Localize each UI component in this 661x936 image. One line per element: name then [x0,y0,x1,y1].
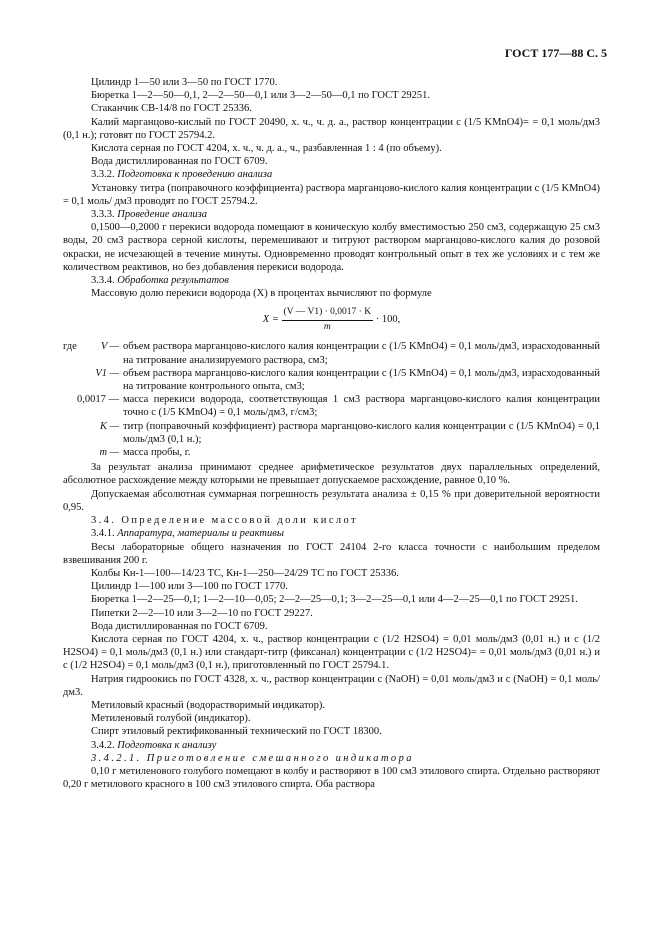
text-line: Метиловый красный (водорастворимый индикатор). [91,699,326,711]
text-paragraph: Установку титра (поправочного коэффициента) раствора марганцово-кислого калия концентрации c (1/5 KMnO4) = 0,1 моль/ дм3 проводят по ГОСТ 25794.2. [63,182,600,207]
text-line: Цилиндр 1—100 или 3—100 по ГОСТ 1770. [91,581,288,593]
text-line: Вода дистиллированная по ГОСТ 6709. [91,156,268,168]
section-number: 3.4.1. [91,528,115,540]
definition-row [63,393,600,419]
text-line: Пипетки 2—2—10 или 3—2—10 по ГОСТ 29227. [91,607,313,619]
formula-numerator: (V — V1) · 0,0017 · K [282,306,374,320]
formula-tail: · 100, [375,314,401,326]
text-line: Стаканчик СВ-14/8 по ГОСТ 25336. [91,103,252,115]
section-heading-3-4: 3.4. Определение массовой доли кислот [91,515,359,527]
text-line: Бюретка 1—2—50—0,1, 2—2—50—0,1 или 3—2—50—0,1 по ГОСТ 29251. [91,90,431,102]
definition-text: масса перекиси водорода, соответствующая 1 см3 раствора марганцово-кислого калия концентрации точно c (1/5 KMnO4) = 0,1 моль/дм3, г/см3; [123,394,600,419]
definition-symbol: V — [100,341,119,353]
formula-denominator: m [323,321,331,332]
formula [63,306,600,332]
definition-symbol: K — [100,420,119,432]
text-line: Метиленовый голубой (индикатор). [91,713,251,725]
text-paragraph: За результат анализа принимают среднее арифметическое результатов двух параллельных определений, абсолютное расхождение между которыми не превышает допускаемое расхождение, равное 0,10 %. [63,462,600,487]
definition-symbol: m — [99,447,119,459]
section-heading-3-4-2 [63,739,600,752]
text-paragraph: Кислота серная по ГОСТ 4204, х. ч., раствор концентрации c (1/2 H2SO4) = 0,01 моль/дм3 (0,01 н.) и c (1/2 H2SO4) = 0,1 моль/дм3 (0,1 н.) или стандарт-титр (фиксанал) концентрации c (1/2 H2SO4)= = 0,01 моль/дм3 (0,01 н.) и c (1/2 H2SO4) = 0,1 моль/дм3 (0,1 н.), приготовленный по ГОСТ 25794.1. [63,633,600,672]
definition-row [63,367,600,393]
definition-row [63,446,600,459]
section-heading-3-3-4 [63,274,600,287]
text-line: Массовую долю перекиси водорода (X) в процентах вычисляют по формуле [91,288,432,300]
section-number: 3.3.4. [91,275,115,287]
text-paragraph: Допускаемая абсолютная суммарная погрешность результата анализа ± 0,15 % при доверительной вероятности 0,95. [63,488,600,513]
text-paragraph: 0,10 г метиленового голубого помещают в колбу и растворяют в 100 см3 этилового спирта. Отдельно растворяют 0,20 г метилового красного в 100 см3 этилового спирта. Оба раствора [63,765,600,791]
section-heading-3-4-2-1: 3.4.2.1. Приготовление смешанного индикатора [91,752,414,764]
text-line: Кислота серная по ГОСТ 4204, х. ч., ч. д. а., ч., разбавленная 1 : 4 (по объему). [91,143,442,155]
definition-text: масса пробы, г. [123,447,191,459]
page-header: ГОСТ 177—88 С. 5 [504,46,607,60]
definition-text: объем раствора марганцово-кислого калия концентрации c (1/5 KMnO4) = 0,1 моль/дм3, израсходованный на титрование контрольного опыта, см3; [123,367,600,393]
definition-text: объем раствора марганцово-кислого калия концентрации c (1/5 KMnO4) = 0,1 моль/дм3, израсходованный на титрование анализируемого раствора, см3; [123,341,600,366]
text-line: Вода дистиллированная по ГОСТ 6709. [91,620,268,632]
section-title: Обработка результатов [117,275,229,287]
section-title: Проведение анализа [117,209,208,221]
formula-lhs: X = [262,314,279,326]
formula-fraction [282,306,374,333]
section-number: 3.3.2. [91,169,115,181]
section-title: Подготовка к проведению анализа [117,169,273,181]
text-paragraph: Натрия гидроокись по ГОСТ 4328, х. ч., раствор концентрации c (NaOH) = 0,01 моль/дм3 и c (NaOH) = 0,1 моль/ дм3. [63,673,600,698]
text-line: Спирт этиловый ректификованный технический по ГОСТ 18300. [91,726,382,738]
text-paragraph: Калий марганцово-кислый по ГОСТ 20490, х. ч., ч. д. а., раствор концентрации c (1/5 KMnO4)= = 0,1 моль/дм3 (0,1 н.); готовят по ГОСТ 25794.2. [63,116,600,141]
variable-definitions [63,340,600,459]
section-number: 3.4.2. [91,739,115,751]
text-line: Цилиндр 1—50 или 3—50 по ГОСТ 1770. [91,77,278,88]
definition-symbol: 0,0017 — [77,394,119,406]
definition-text: титр (поправочный коэффициент) раствора марганцово-кислого калия концентрации c (1/5 KMnO4) = 0,1 моль/дм3 (0,1 н.); [123,420,600,445]
where-label: где [63,341,77,353]
text-paragraph: Весы лабораторные общего назначения по ГОСТ 24104 2-го класса точности с наибольшим пределом взвешивания 200 г. [63,541,600,566]
text-line: Колбы Кн-1—100—14/23 ТС, Кн-1—250—24/29 ТС по ГОСТ 25336. [91,567,399,579]
section-title: Аппаратура, материалы и реактивы [117,528,284,540]
section-heading-3-3-3 [63,208,600,221]
section-number: 3.3.3. [91,209,115,221]
section-title: Подготовка к анализу [117,739,217,751]
definition-row [63,340,600,366]
document-body [63,76,600,791]
definition-row [63,420,600,446]
section-heading-3-3-2 [63,168,600,181]
text-paragraph: 0,1500—0,2000 г перекиси водорода помещают в коническую колбу вместимостью 250 см3, содержащую 25 см3 воды, 20 см3 раствора серной кислоты, перемешивают и титруют раствором марганцово-кислого калия до розовой окраски, не исчезающей в течение минуты. Одновременно проводят контрольный опыт в тех же условиях и с тем же количеством реактивов, но без добавления перекиси водорода. [63,222,600,273]
definition-symbol: V1 — [95,367,119,379]
section-heading-3-4-1 [63,527,600,540]
text-line: Бюретка 1—2—25—0,1; 1—2—10—0,05; 2—2—25—0,1; 3—2—25—0,1 или 4—2—25—0,1 по ГОСТ 29251. [91,594,578,606]
